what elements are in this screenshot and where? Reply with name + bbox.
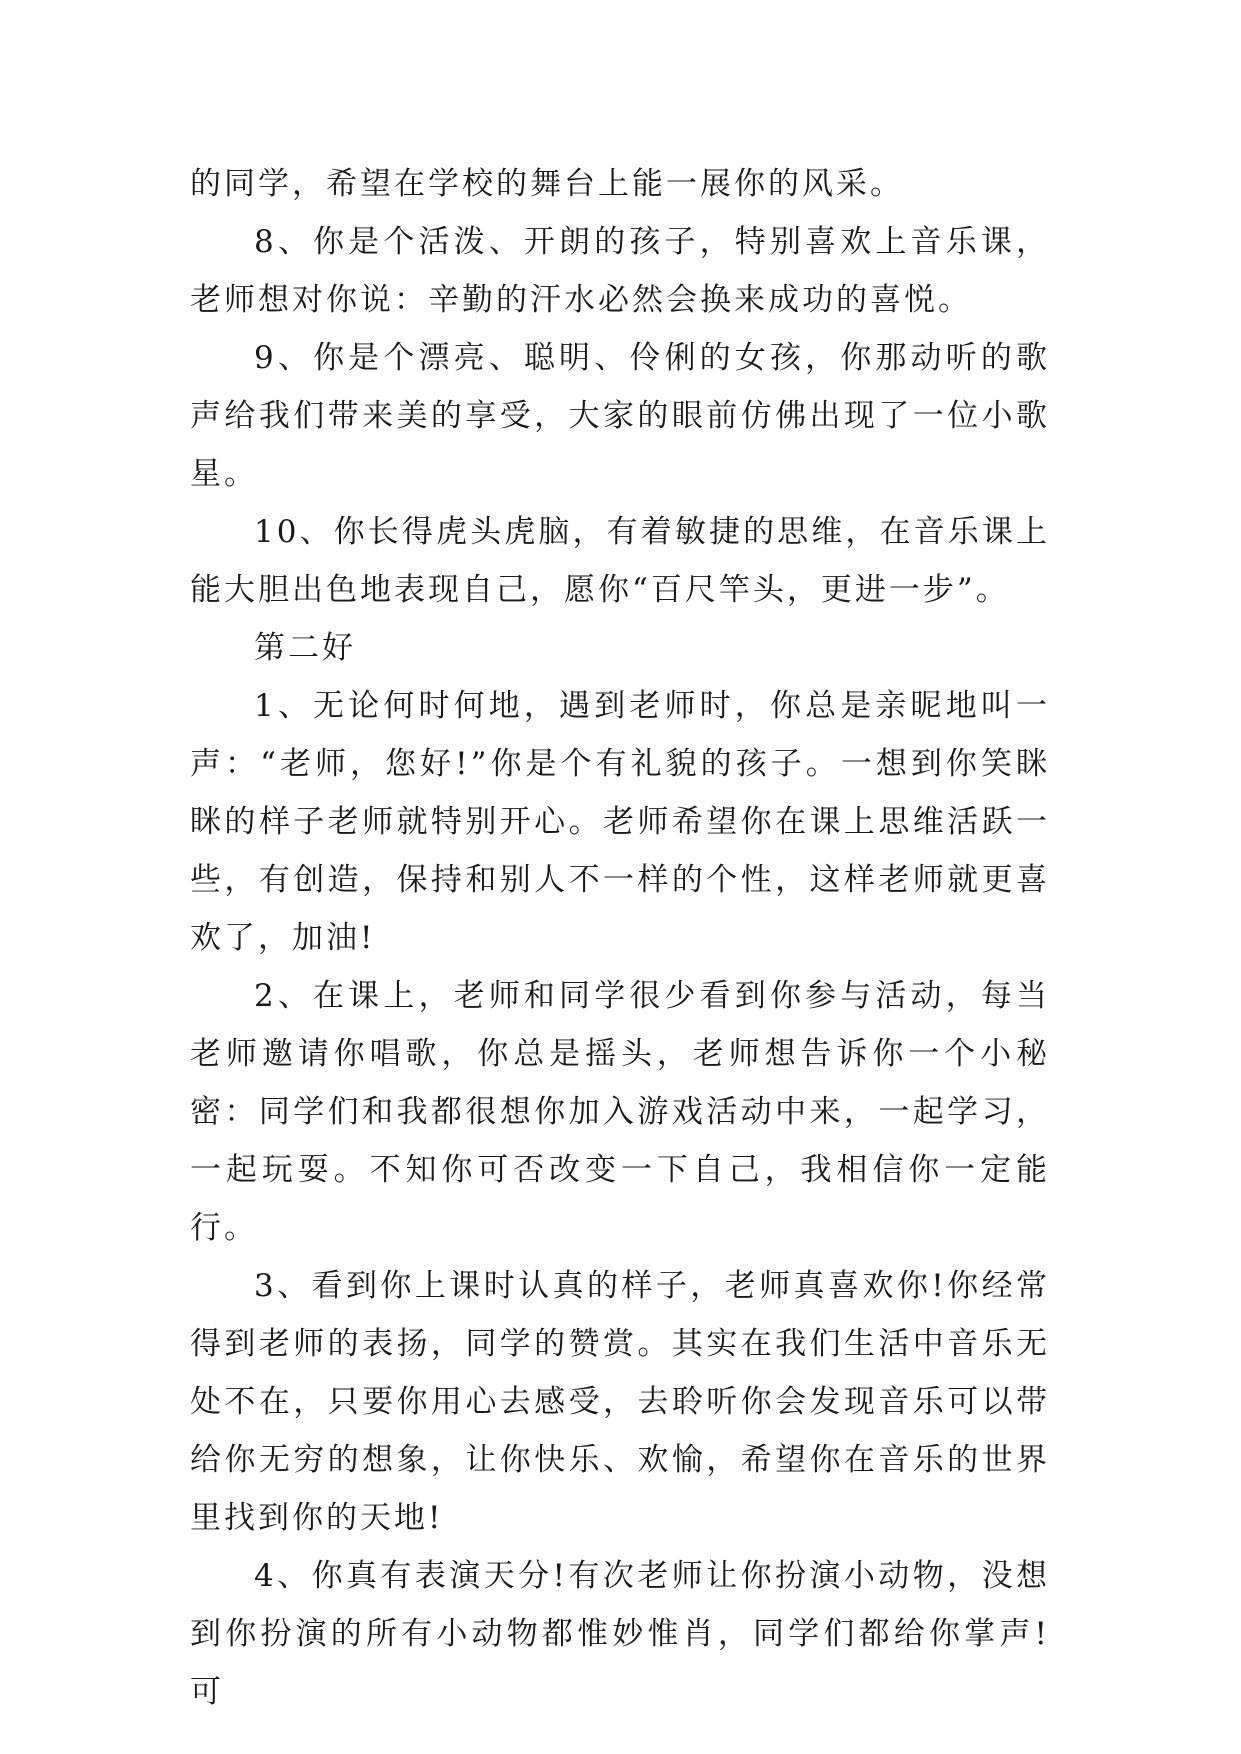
paragraph-item-8: 8、你是个活泼、开朗的孩子，特别喜欢上音乐课，老师想对你说：辛勤的汗水必然会换来成功的喜悦。 <box>190 224 1050 318</box>
paragraph-section2-item-3: 3、看到你上课时认真的样子，老师真喜欢你!你经常得到老师的表扬，同学的赞赏。其实在我们生活中音乐无处不在，只要你用心去感受，去聆听你会发现音乐可以带给你无穷的想象，让你快乐、欢愉，希望你在音乐的世界里找到你的天地! <box>190 1268 1050 1536</box>
section-heading: 第二好 <box>254 630 356 666</box>
paragraph-item-10: 10、你长得虎头虎脑，有着敏捷的思维，在音乐课上能大胆出色地表现自己，愿你“百尺竿头，更进一步”。 <box>190 514 1050 608</box>
paragraph-continued: 的同学，希望在学校的舞台上能一展你的风采。 <box>190 166 904 202</box>
paragraph-section2-item-2: 2、在课上，老师和同学很少看到你参与活动，每当老师邀请你唱歌，你总是摇头，老师想告诉你一个小秘密：同学们和我都很想你加入游戏活动中来，一起学习，一起玩耍。不知你可否改变一下自己，我相信你一定能行。 <box>190 978 1050 1246</box>
paragraph-item-9: 9、你是个漂亮、聪明、伶俐的女孩，你那动听的歌声给我们带来美的享受，大家的眼前仿佛出现了一位小歌星。 <box>190 340 1050 492</box>
document-body <box>190 155 1050 1721</box>
paragraph-section2-item-1: 1、无论何时何地，遇到老师时，你总是亲昵地叫一声：“老师，您好!”你是个有礼貌的孩子。一想到你笑眯眯的样子老师就特别开心。老师希望你在课上思维活跃一些，有创造，保持和别人不一样的个性，这样老师就更喜欢了，加油! <box>190 688 1050 956</box>
paragraph-section2-item-4: 4、你真有表演天分!有次老师让你扮演小动物，没想到你扮演的所有小动物都惟妙惟肖，同学们都给你掌声!可 <box>190 1558 1050 1710</box>
